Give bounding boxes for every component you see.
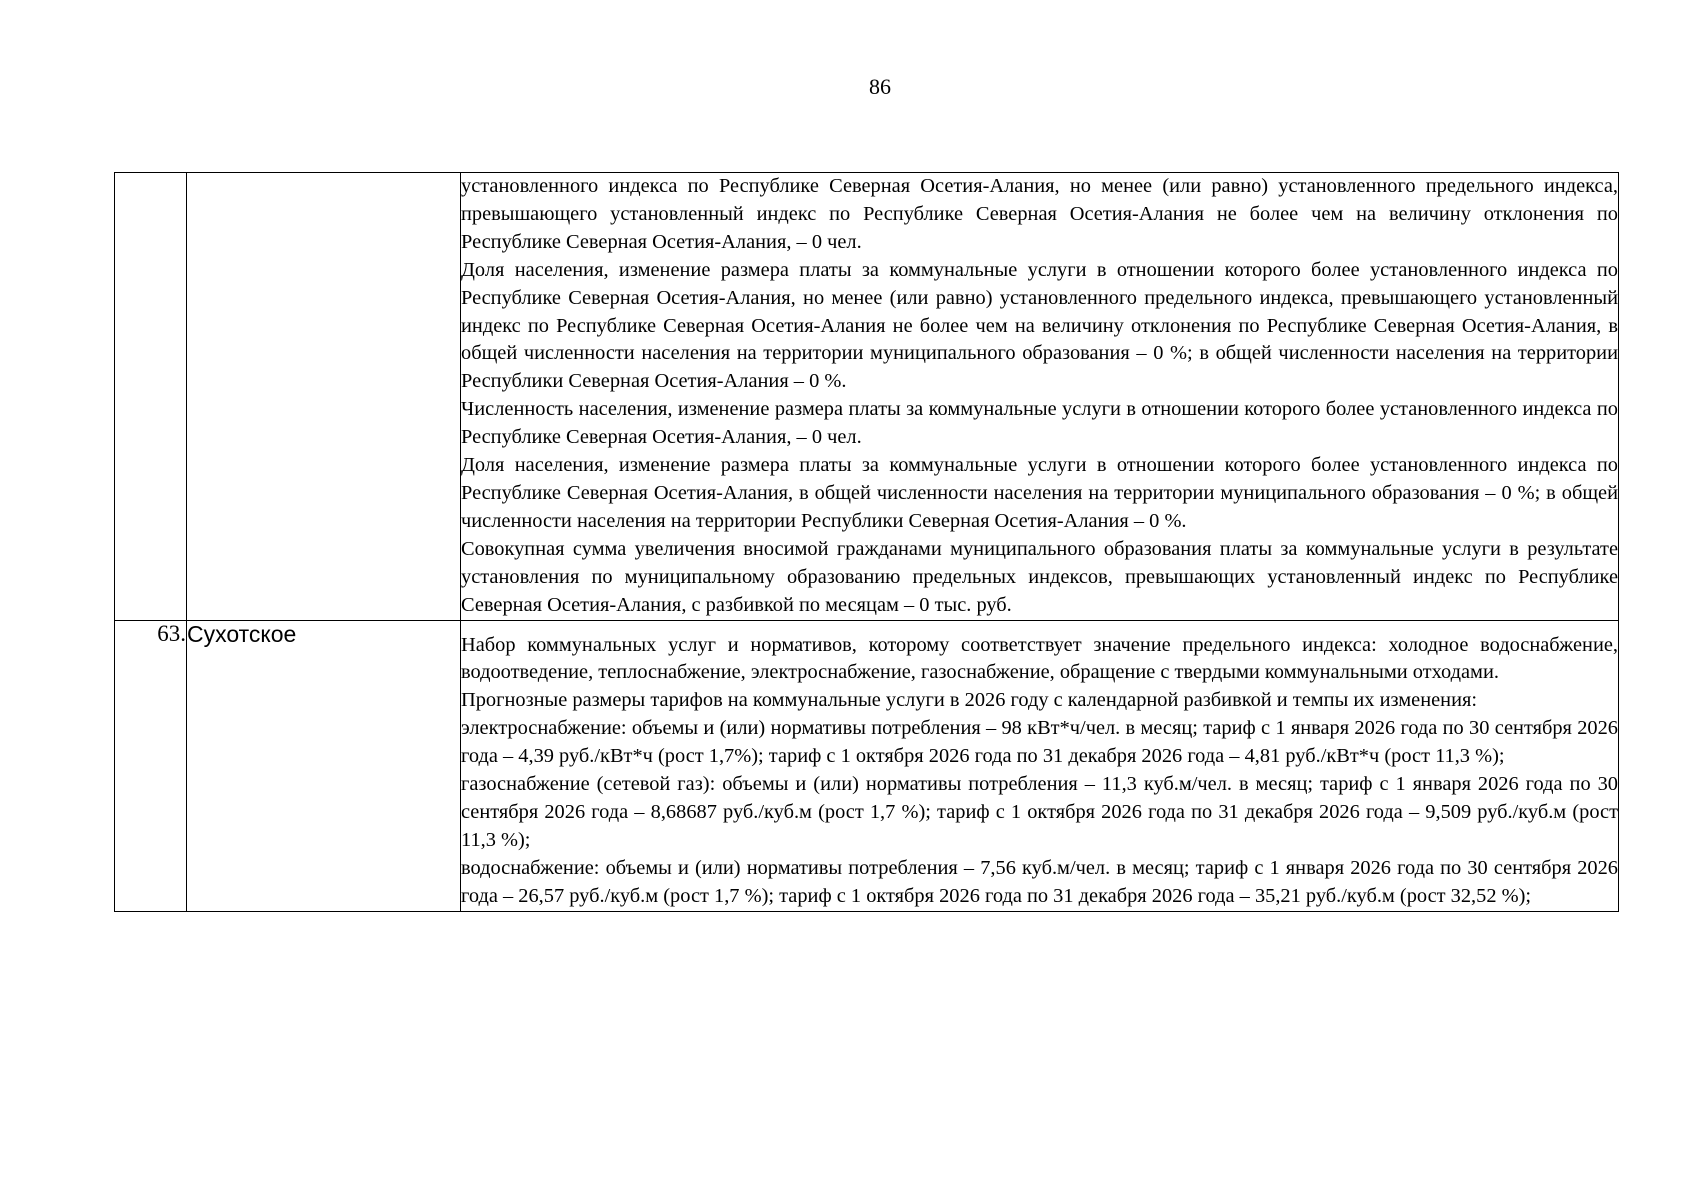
- paragraph: установленного индекса по Республике Северная Осетия-Алания, но менее (или равно) установленного предельного индекса, превышающего установленный индекс по Республике Северная Осетия-Алания не более чем на величину отклонения по Республике Северная Осетия-Алания, – 0 чел.: [461, 175, 1618, 253]
- municipality-name: [187, 173, 461, 621]
- municipal-tariff-table: [114, 172, 1619, 912]
- paragraph: водоснабжение: объемы и (или) нормативы потребления – 7,56 куб.м/чел. в месяц; тариф с 1 января 2026 года по 30 сентября 2026 года – 26,57 руб./куб.м (рост 1,7 %); тариф с 1 октября 2026 года по 31 декабря 2026 года – 35,21 руб./куб.м (рост 32,52 %);: [461, 856, 1618, 907]
- paragraph: Прогнозные размеры тарифов на коммунальные услуги в 2026 году с календарной разбивкой и темпы их изменения:: [461, 689, 1478, 712]
- paragraph: Доля населения, изменение размера платы за коммунальные услуги в отношении которого более установленного индекса по Республике Северная Осетия-Алания, в общей численности населения на территории муниципального образования – 0 %; в общей численности населения на территории Республики Северная Осетия-Алания – 0 %.: [461, 454, 1618, 532]
- table-row: [115, 620, 1619, 911]
- paragraph: Численность населения, изменение размера платы за коммунальные услуги в отношении которого более установленного индекса по Республике Северная Осетия-Алания, – 0 чел.: [461, 398, 1618, 449]
- paragraph: Совокупная сумма увеличения вносимой гражданами муниципального образования платы за коммунальные услуги в результате установления по муниципальному образованию предельных индексов, превышающих установленный индекс по Республике Северная Осетия-Алания, с разбивкой по месяцам – 0 тыс. руб.: [461, 537, 1618, 616]
- table-row: [115, 173, 1619, 621]
- paragraph: газоснабжение (сетевой газ): объемы и (или) нормативы потребления – 11,3 куб.м/чел. в месяц; тариф с 1 января 2026 года по 30 сентября 2026 года – 8,68687 руб./куб.м (рост 1,7 %); тариф с 1 октября 2026 года по 31 декабря 2026 года – 9,509 руб./куб.м (рост 11,3 %);: [461, 773, 1618, 851]
- paragraph: электроснабжение: объемы и (или) нормативы потребления – 98 кВт*ч/чел. в месяц; тариф с 1 января 2026 года по 30 сентября 2026 года – 4,39 руб./кВт*ч (рост 1,7%); тариф с 1 октября 2026 года по 31 декабря 2026 года – 4,81 руб./кВт*ч (рост 11,3 %);: [461, 717, 1618, 768]
- row-description: [461, 173, 1619, 621]
- paragraph: Набор коммунальных услуг и нормативов, которому соответствует значение предельного индекса: холодное водоснабжение, водоотведение, теплоснабжение, электроснабжение, газоснабжение, обращение с твердыми коммунальными отходами.: [461, 633, 1618, 684]
- paragraph: Доля населения, изменение размера платы за коммунальные услуги в отношении которого более установленного индекса по Республике Северная Осетия-Алания, но менее (или равно) установленного предельного индекса, превышающего установленный индекс по Республике Северная Осетия-Алания не более чем на величину отклонения по Республике Северная Осетия-Алания, в общей численности населения на территории муниципального образования – 0 %; в общей численности населения на территории Республики Северная Осетия-Алания – 0 %.: [461, 258, 1618, 393]
- row-number: [115, 173, 187, 621]
- page-number: 86: [869, 74, 891, 99]
- municipality-name: Сухотское: [187, 620, 461, 911]
- row-description: [461, 620, 1619, 911]
- row-number: 63.: [115, 620, 187, 911]
